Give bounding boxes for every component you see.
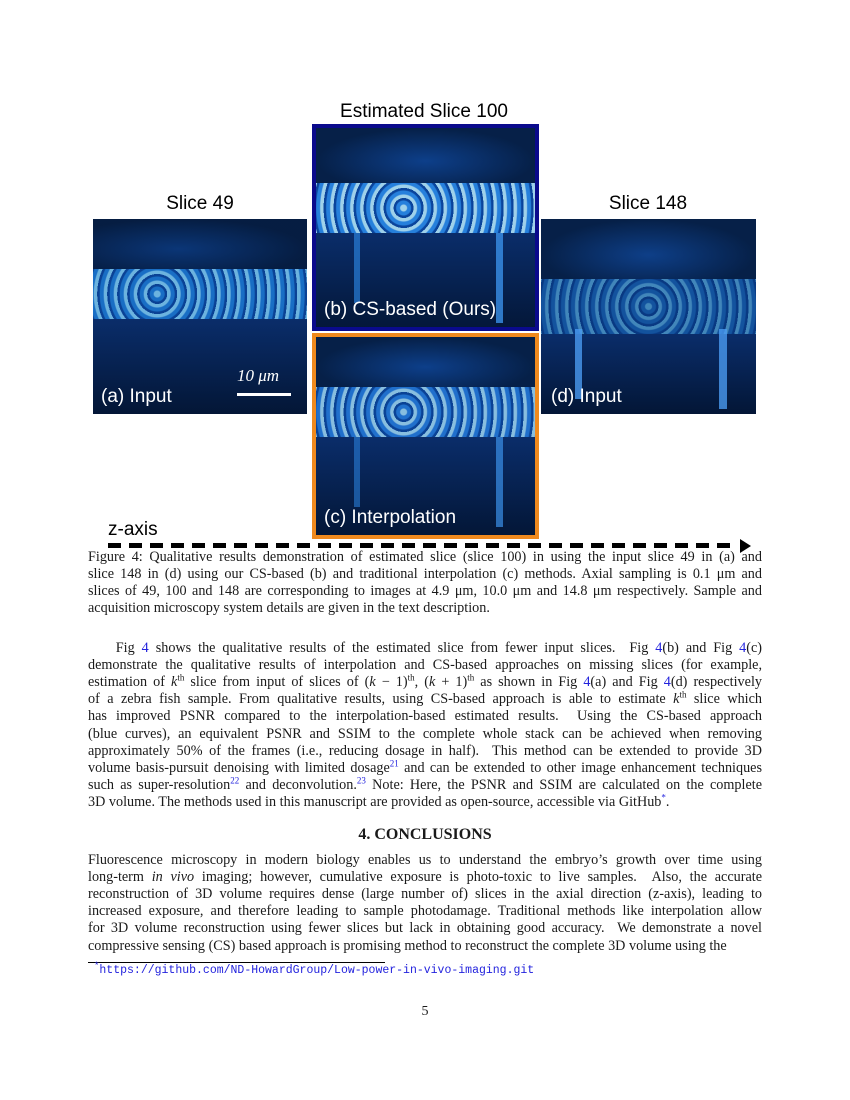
text-span: + 1) [435, 674, 468, 691]
footnote [94, 961, 535, 977]
text-span: approximately 50% of the frames (i.e., reducing dosage in half). This method can be extended to provide 3D [88, 742, 762, 759]
text-span: demonstrate the qualitative results of interpolation and CS-based approaches on missing slices (for example, [88, 657, 762, 674]
footnote-rule [88, 962, 385, 963]
text-span: slice 148 in (d) using our CS-based (b) and traditional interpolation (c) methods. Axial sampling is 0.1 μm and [88, 566, 762, 582]
superscript: th [679, 689, 687, 700]
text-span: of a zebra fish sample. From qualitative results, using CS-based approach is able to estimate [88, 691, 674, 708]
text-line [88, 903, 762, 920]
text-line [88, 674, 762, 691]
z-axis-dash [255, 543, 268, 548]
z-axis-dash [696, 543, 709, 548]
text-span: slice from input of slices of ( [184, 674, 370, 691]
text-line [88, 757, 762, 777]
superscript: th [407, 672, 415, 683]
text-span: Fluorescence microscopy in modern biology enables us to understand the embryo’s growth over time using [88, 852, 762, 868]
text-line [88, 708, 762, 725]
math-variable: k [171, 674, 178, 691]
z-axis-dash [402, 543, 415, 548]
text-line [88, 852, 762, 869]
text-span: shows the qualitative results of the estimated slice from fewer input slices. Fig [148, 640, 656, 656]
text-span: for 3D volume reconstruction using fewer slices but lack in obtaining good accuracy. We demonstrate a novel [88, 920, 762, 937]
panel-b-label: (b) CS-based (Ours) [324, 299, 497, 320]
z-axis-dash [150, 543, 163, 548]
z-axis-dash [528, 543, 541, 548]
text-span: (d) respectively [670, 674, 762, 691]
figure-title-estimated-slice: Estimated Slice 100 [340, 101, 508, 122]
z-axis-dash [654, 543, 667, 548]
z-axis-dash [633, 543, 646, 548]
panel-a-label: (a) Input [101, 386, 172, 407]
text-span: − 1) [375, 674, 408, 691]
z-axis-dash [507, 543, 520, 548]
z-axis-dash [465, 543, 478, 548]
text-span: (b) and Fig [662, 640, 740, 656]
figure-ref-link[interactable]: 4 [663, 674, 671, 691]
citation-link[interactable]: 23 [356, 775, 366, 786]
math-variable: in vivo [151, 869, 195, 886]
z-axis-dash [234, 543, 247, 548]
z-axis-dash [192, 543, 205, 548]
panel-b-frame [312, 124, 539, 331]
text-line [88, 600, 762, 617]
panel-c-interpolation-image [316, 337, 535, 535]
text-line [88, 691, 762, 708]
text-line [88, 640, 762, 657]
z-axis-dash [486, 543, 499, 548]
text-span: 3D volume. The methods used in this manuscript are provided as open-source, accessible via GitHub [88, 793, 662, 810]
text-span: Fig [88, 640, 142, 656]
panel-d-label: (d) Input [551, 386, 622, 407]
text-span: and can be extended to other image enhancement techniques [398, 759, 762, 776]
z-axis-dash [675, 543, 688, 548]
text-span: reconstruction of 3D volume requires dense (large number of) slices in the axial direction (z-axis), leading to [88, 886, 762, 903]
panel-d-input-image [541, 219, 756, 414]
figure-ref-link[interactable]: 4 [141, 640, 149, 656]
z-axis-dash [612, 543, 625, 548]
z-axis-dash [339, 543, 352, 548]
text-line [88, 920, 762, 937]
footnote-link[interactable]: https://github.com/ND-HowardGroup/Low-power-in-vivo-imaging.git [99, 964, 535, 977]
scale-bar [237, 393, 291, 396]
math-variable: k [673, 691, 680, 708]
text-span: slices of 49, 100 and 148 are corresponding to images at 4.9 μm, 10.0 μm and 14.8 μm respectively. Sample and [88, 583, 762, 599]
text-span: increased exposure, and therefore leading to sample photodamage. Traditional methods like interpolation allow [88, 903, 762, 920]
z-axis-dash [213, 543, 226, 548]
z-axis-dash [717, 543, 730, 548]
text-span: long-term [88, 869, 152, 886]
text-span: Note: Here, the PSNR and SSIM are calculated on the complete [365, 776, 762, 793]
text-line [88, 566, 762, 583]
text-span: slice which [686, 691, 762, 708]
z-axis-label: z-axis [108, 519, 158, 540]
figure-ref-link[interactable]: 4 [655, 640, 663, 656]
text-span: . [665, 793, 670, 810]
math-variable: k [369, 674, 376, 691]
panel-a-input-image [93, 219, 307, 414]
text-line [88, 657, 762, 674]
text-span: (c) [746, 640, 762, 656]
text-span: as shown in Fig [474, 674, 584, 691]
z-axis-dash [108, 543, 121, 548]
section-heading: 4. CONCLUSIONS [358, 826, 492, 843]
z-axis-dash [381, 543, 394, 548]
figure-title-slice-148: Slice 148 [608, 193, 688, 214]
text-span: and deconvolution. [239, 776, 357, 793]
z-axis-dash [423, 543, 436, 548]
text-span: imaging; however, cumulative exposure is photo-toxic to live samples. Also, the accurate [194, 869, 762, 886]
page-number: 5 [421, 1004, 429, 1019]
superscript: th [177, 672, 185, 683]
z-axis-dash [297, 543, 310, 548]
text-span: Figure 4: Qualitative results demonstration of estimated slice (slice 100) in using the input slice 49 in (a) and [88, 549, 762, 565]
z-axis-dash [570, 543, 583, 548]
z-axis-dash [129, 543, 142, 548]
z-axis-dash [171, 543, 184, 548]
citation-link[interactable]: 21 [389, 757, 399, 768]
z-axis-dash [360, 543, 373, 548]
citation-link[interactable]: 22 [230, 775, 240, 786]
panel-b-cs-image [316, 128, 535, 327]
panel-c-frame [312, 333, 539, 539]
text-span: estimation of [88, 674, 172, 691]
text-span: , ( [414, 674, 429, 691]
text-line [88, 938, 762, 955]
text-span: acquisition microscopy system details are given in the text description. [88, 600, 490, 616]
scale-bar-label: 10 μm [237, 366, 280, 385]
text-line [88, 726, 762, 743]
footnote-mark: * [94, 961, 100, 972]
figure-title-slice-49: Slice 49 [166, 193, 234, 214]
text-span: such as super-resolution [88, 776, 231, 793]
z-axis-dash [549, 543, 562, 548]
z-axis-dash [276, 543, 289, 548]
text-span: volume basis-pursuit denoising with limited dosage [88, 759, 390, 776]
figure-ref-link[interactable]: 4 [583, 674, 591, 691]
superscript: th [467, 672, 475, 683]
text-span: has improved PSNR compared to the interpolation-based estimated results. Using the CS-based approach [88, 708, 762, 725]
text-span: (blue curves), an equivalent PSNR and SSIM to the complete whole stack can be achieved when removing [88, 725, 762, 742]
citation-link[interactable]: * [661, 792, 666, 803]
text-line [88, 583, 762, 600]
z-axis-dash [444, 543, 457, 548]
text-line [88, 886, 762, 903]
text-line [88, 794, 762, 811]
z-axis-dash [591, 543, 604, 548]
text-span: (a) and Fig [590, 674, 664, 691]
text-line [88, 743, 762, 760]
text-line [88, 549, 762, 566]
text-line [88, 869, 762, 886]
math-variable: k [428, 674, 436, 691]
panel-c-label: (c) Interpolation [324, 507, 457, 528]
figure-ref-link[interactable]: 4 [739, 640, 747, 656]
z-axis-dash [318, 543, 331, 548]
text-span: compressive sensing (CS) based approach is promising method to reconstruct the complete 3D volume using the [88, 937, 727, 954]
